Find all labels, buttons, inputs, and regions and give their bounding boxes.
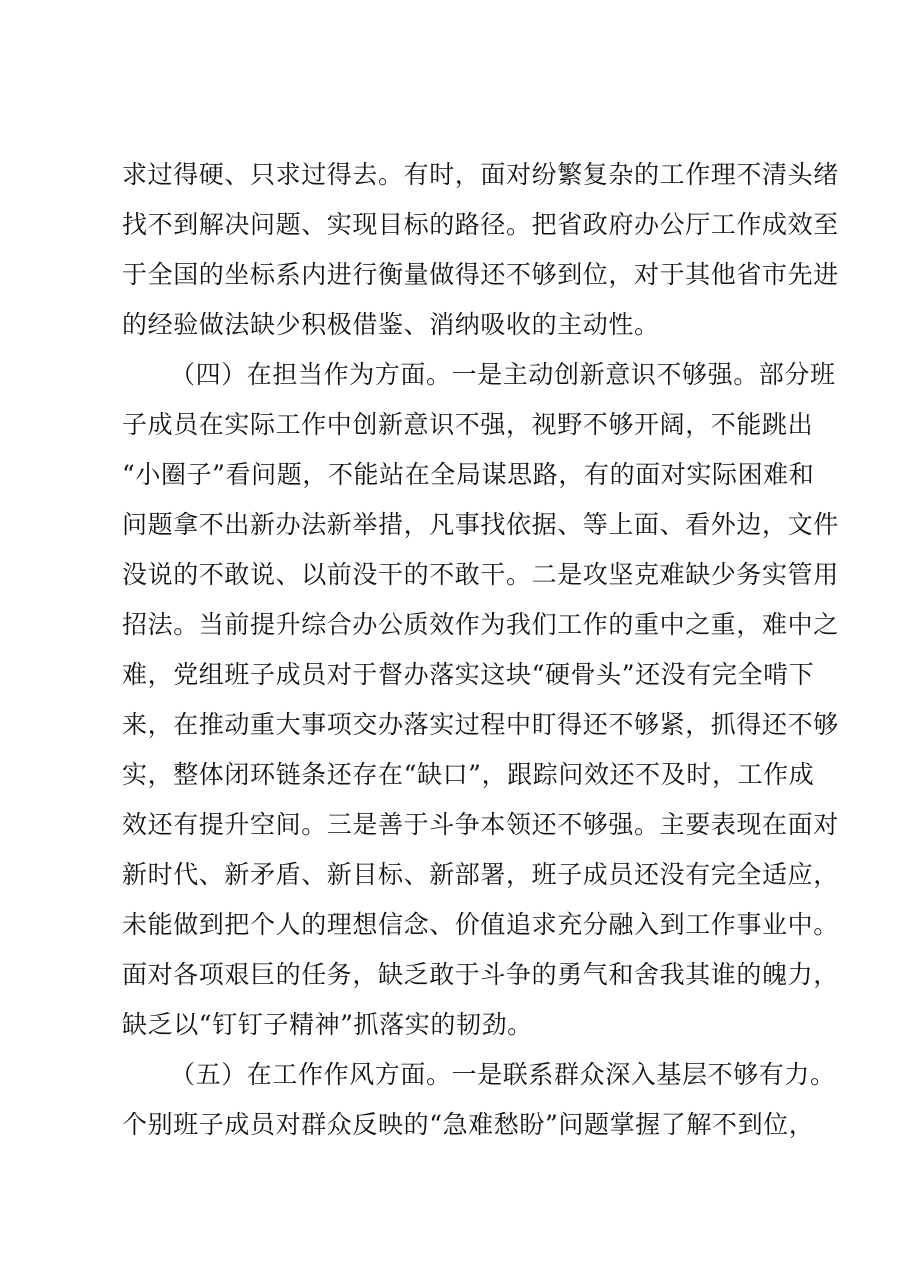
document-body (122, 150, 839, 1150)
text-line: 于全国的坐标系内进行衡量做得还不够到位，对于其他省市先进 (122, 260, 839, 289)
text-line: 找不到解决问题、实现目标的路径。把省政府办公厅工作成效至 (122, 210, 839, 239)
text-line: 子成员在实际工作中创新意识不强，视野不够开阔，不能跳出 (122, 410, 814, 439)
text-line: 没说的不敢说、以前没干的不敢干。二是攻坚克难缺少务实管用 (122, 560, 839, 589)
text-line: 问题拿不出新办法新举措，凡事找依据、等上面、看外边，文件 (122, 510, 839, 539)
text-line: 求过得硬、只求过得去。有时，面对纷繁复杂的工作理不清头绪 (122, 160, 839, 189)
section-heading-line: （四）在担当作为方面。一是主动创新意识不够强。部分班 (170, 360, 836, 389)
text-line: 未能做到把个人的理想信念、价值追求充分融入到工作事业中。 (122, 910, 839, 939)
text-line: “小圈子”看问题，不能站在全局谋思路，有的面对实际困难和 (122, 460, 815, 489)
text-line: 来，在推动重大事项交办落实过程中盯得还不够紧，抓得还不够 (122, 710, 839, 739)
text-line: 新时代、新矛盾、新目标、新部署，班子成员还没有完全适应， (122, 860, 839, 889)
text-line: 难，党组班子成员对于督办落实这块“硬骨头”还没有完全啃下 (122, 660, 815, 689)
text-line: 实，整体闭环链条还存在“缺口”，跟踪问效还不及时，工作成 (122, 760, 815, 789)
text-line: 的经验做法缺少积极借鉴、消纳吸收的主动性。 (122, 310, 660, 339)
text-line: 招法。当前提升综合办公质效作为我们工作的重中之重，难中之 (122, 610, 839, 639)
text-line: 效还有提升空间。三是善于斗争本领还不够强。主要表现在面对 (122, 810, 839, 839)
section-heading-line: （五）在工作作风方面。一是联系群众深入基层不够有力。 (170, 1060, 836, 1089)
text-line: 缺乏以“钉钉子精神”抓落实的韧劲。 (122, 1010, 533, 1039)
text-line: 个别班子成员对群众反映的“急难愁盼”问题掌握了解不到位， (122, 1110, 815, 1139)
text-line: 面对各项艰巨的任务，缺乏敢于斗争的勇气和舍我其谁的魄力， (122, 960, 839, 989)
